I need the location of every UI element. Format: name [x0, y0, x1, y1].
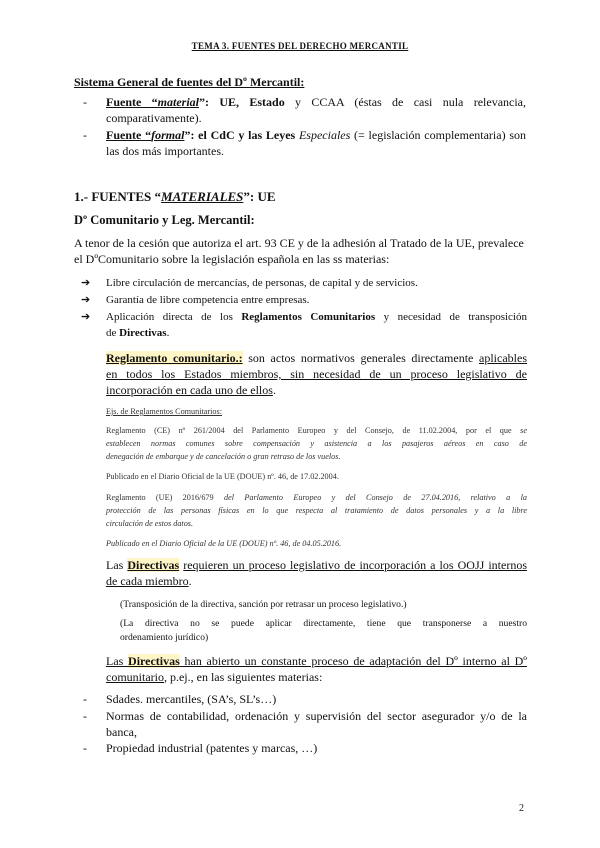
- directivas-line-1: [106, 557, 527, 574]
- arrow-item-1-text: Libre circulación de mercancías, de personas, de capital y de servicios.: [106, 277, 418, 289]
- sistema-bullet-1: [83, 94, 527, 111]
- b2-text-2: ”: el CdC y las Leyes: [184, 128, 299, 142]
- example-1-pub: Publicado en el Diario Oficial de la UE (DOUE) nº. 46, de 17.02.2004.: [106, 472, 339, 481]
- arrow-icon: ➔: [81, 277, 91, 289]
- reglamento-period: .: [272, 383, 276, 397]
- b1-line-2: comparativamente).: [106, 111, 202, 125]
- directivas-line-2: [106, 573, 192, 590]
- a3-period: .: [166, 327, 170, 339]
- d-las: Las: [106, 558, 128, 572]
- materia-3-text: Propiedad industrial (patentes y marcas, …): [106, 741, 318, 755]
- b1-text-3: y CCAA (éstas de casi nula relevancia,: [284, 95, 527, 109]
- sistema-heading: Sistema General de fuentes del Dº Mercantil:: [74, 75, 305, 89]
- d-period: .: [188, 574, 192, 588]
- reglamento-def-line-3: [106, 382, 276, 399]
- a3-reglamentos: Reglamentos Comunitarios: [241, 311, 376, 323]
- reglamento-def-line-1: [106, 350, 527, 367]
- sistema-bullet-2: [83, 127, 527, 144]
- materia-item-2: [83, 708, 527, 725]
- b2-formal: formal: [151, 128, 185, 142]
- section-1-subtitle: Dº Comunitario y Leg. Mercantil:: [74, 213, 255, 227]
- example-2-line-1: [106, 491, 527, 504]
- b2-text: Fuente “: [106, 128, 152, 142]
- a3-text-2: y necesidad de transposición: [375, 311, 527, 323]
- arrow-item-3-line-2: [106, 325, 169, 341]
- bullet-dash: -: [83, 741, 87, 755]
- b1-text-2: ”: UE, Estado: [199, 95, 285, 109]
- a3-text: Aplicación directa de los: [106, 311, 242, 323]
- reglamento-def-line-2: en todos los Estados miembros, sin necesidad de un proceso legislativo de: [106, 367, 527, 381]
- note-1: (Transposición de la directiva, sanción por retrasar un proceso legislativo.): [120, 599, 407, 610]
- reglamento-aplicables: aplicables: [479, 351, 527, 365]
- materia-item-1: [83, 691, 277, 708]
- s1-title-a: 1.- FUENTES “: [74, 189, 162, 204]
- bullet-dash: -: [83, 128, 87, 142]
- d-cada-miembro: de cada miembro: [106, 574, 189, 588]
- s1-title-c: ”: UE: [243, 189, 276, 204]
- ex2-a: Reglamento (UE) 2016/679: [106, 493, 224, 502]
- arrow-item-1: [81, 275, 418, 291]
- p-text-2: , p.ej., en las siguientes materias:: [163, 670, 323, 684]
- examples-title: Ejs. de Reglamentos Comunitarios:: [106, 407, 222, 416]
- b2-especiales: Especiales: [298, 128, 351, 142]
- note-2-line-1: (La directiva no se puede aplicar directamente, tiene que transponerse a nuestro: [120, 618, 527, 629]
- a3-directivas: Directivas: [119, 327, 167, 339]
- intro-line-1: A tenor de la cesión que autoriza el art. 93 CE y de la adhesión al Tratado de la UE, prevalece: [74, 236, 524, 250]
- materia-1-text: Sdades. mercantiles, (SA’s, SL’s…): [106, 692, 277, 706]
- reglamento-def: son actos normativos generales directamente: [242, 351, 480, 365]
- materia-item-3: [83, 740, 318, 757]
- materia-item-2-line-2: banca,: [106, 725, 137, 739]
- p-comunitario: comunitario: [106, 670, 164, 684]
- s1-title-materiales: MATERIALES: [161, 189, 244, 204]
- adaptacion-line-1: [106, 653, 527, 670]
- bullet-dash: -: [83, 692, 87, 706]
- example-2-pub: Publicado en el Diario Oficial de la UE (DOUE) nº. 46, de 04.05.2016.: [106, 539, 342, 548]
- example-1-line-1: [106, 424, 527, 437]
- b2-line-2: las dos más importantes.: [106, 144, 224, 158]
- example-1-line-2: establecen normas comunes sobre compensación y asistencia a los pasajeros aéreos en caso de: [106, 439, 527, 448]
- p-directivas: Directivas: [128, 654, 180, 668]
- arrow-icon: ➔: [81, 311, 91, 323]
- adaptacion-line-2: [106, 669, 322, 686]
- bullet-dash: -: [83, 95, 87, 109]
- page-number: 2: [519, 803, 524, 814]
- arrow-icon: ➔: [81, 294, 91, 306]
- example-2-line-3: circulación de estos datos.: [106, 519, 194, 528]
- b1-text: Fuente “: [106, 95, 158, 109]
- section-1-title: [74, 189, 276, 205]
- bullet-dash: -: [83, 709, 87, 723]
- d-requieren: requieren un proceso legislativo de incorporación a los OOJJ internos: [183, 558, 527, 572]
- note-2-line-2: ordenamiento jurídico): [120, 632, 209, 643]
- d-directivas: Directivas: [127, 558, 180, 572]
- reglamento-def-3: incorporación en cada uno de ellos: [106, 383, 273, 397]
- ex1-a: Reglamento (CE) nº 261/2004 del Parlamento Europeo y del Consejo, de 11.02.2004, por el que: [106, 426, 521, 435]
- arrow-item-3: [81, 309, 527, 325]
- ex1-b: se: [520, 426, 527, 435]
- arrow-item-2: [81, 292, 310, 308]
- p-text: han abierto un constante proceso de adaptación del Dº interno al Dº: [179, 654, 527, 668]
- b2-text-3: (= legislación complementaria) son: [350, 128, 527, 142]
- reglamento-term: Reglamento comunitario.:: [106, 351, 243, 365]
- materia-2-text: Normas de contabilidad, ordenación y supervisión del sector asegurador y/o de la: [106, 709, 527, 723]
- a3-de: de: [106, 327, 120, 339]
- example-2-line-2: protección de las personas físicas en lo que respecta al tratamiento de datos personales y a la libre: [106, 506, 527, 515]
- page-header: TEMA 3. FUENTES DEL DERECHO MERCANTIL: [191, 41, 409, 51]
- intro-line-2: el DºComunitario sobre la legislación española en las ss materias:: [74, 252, 390, 266]
- p-las: Las: [106, 654, 129, 668]
- b1-material: material: [157, 95, 200, 109]
- ex2-b: del Parlamento Europeo y del Consejo de 27.04.2016, relativo a la: [223, 493, 527, 502]
- arrow-item-2-text: Garantía de libre competencia entre empresas.: [106, 294, 310, 306]
- example-1-line-3: denegación de embarque y de cancelación o gran retraso de los vuelos.: [106, 452, 341, 461]
